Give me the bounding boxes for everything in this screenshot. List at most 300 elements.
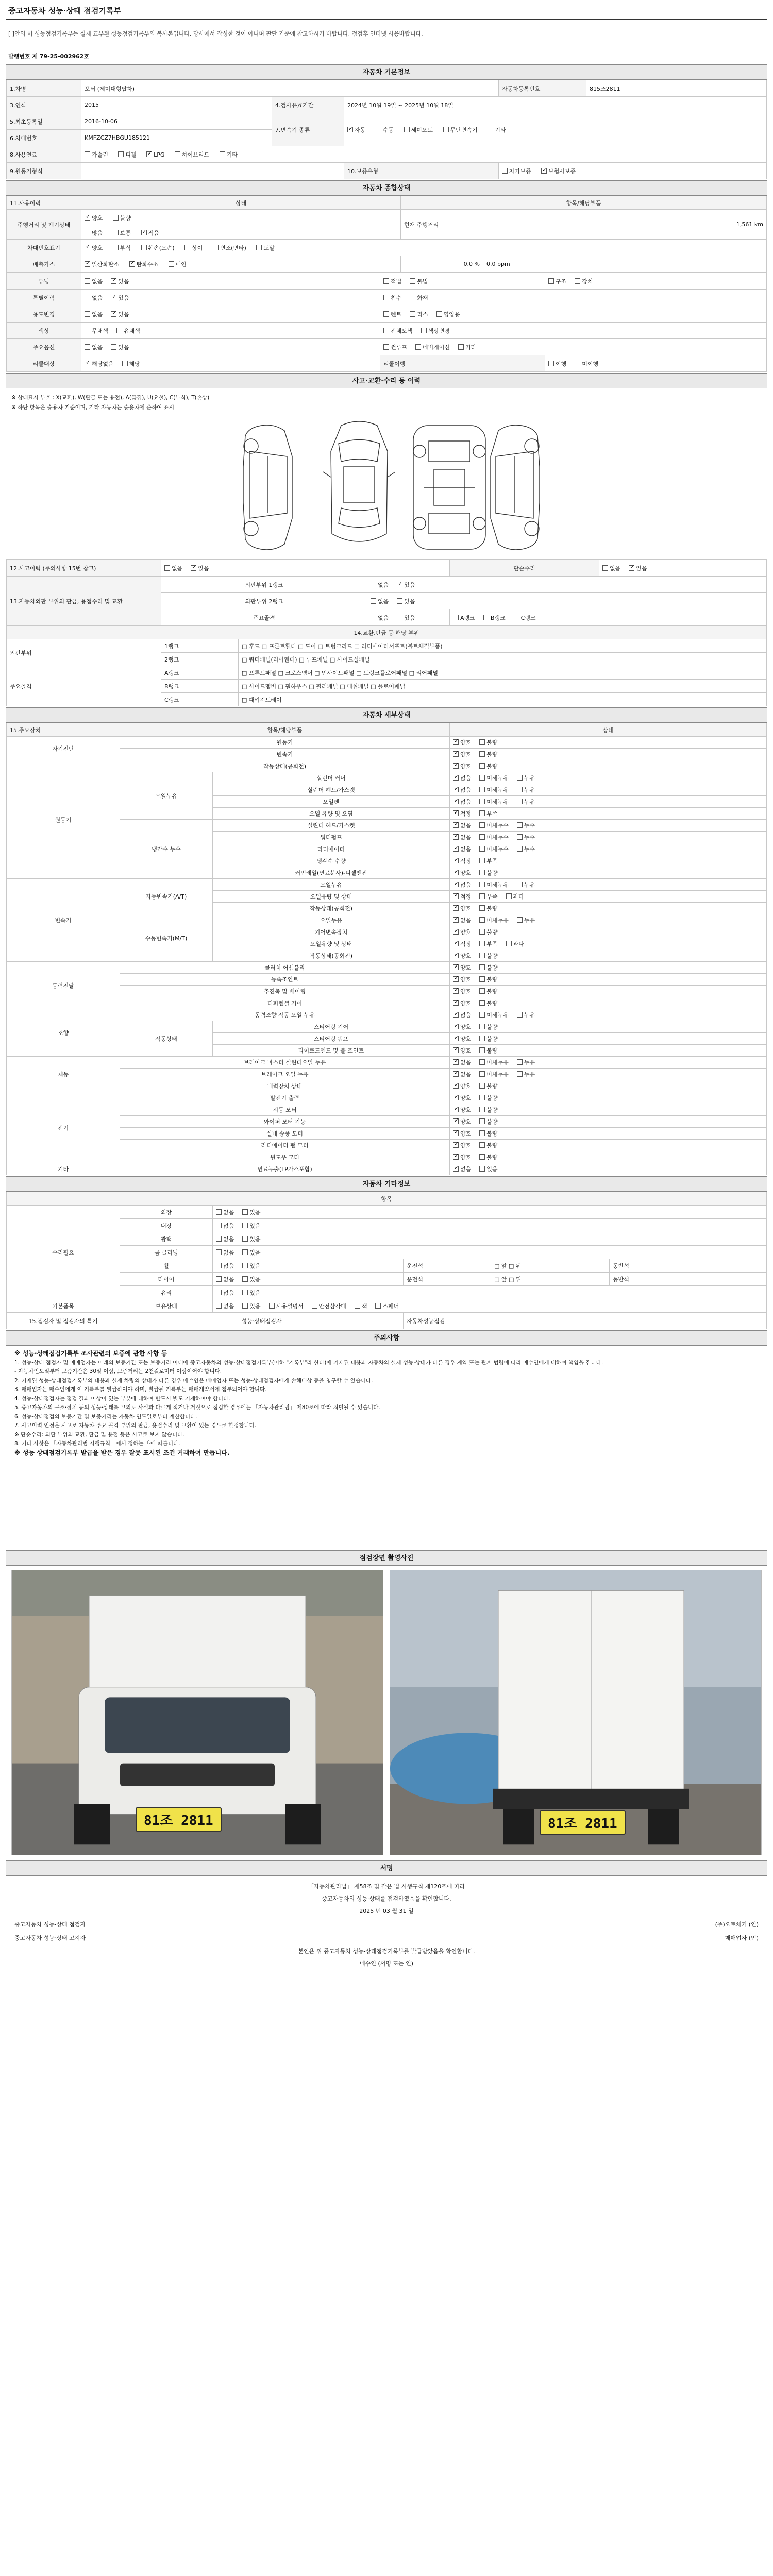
checkbox-illegal: [410, 278, 415, 284]
checkbox: [479, 1000, 485, 1006]
caution-notes: [6, 1346, 767, 1549]
detail-item: 추진축 및 베어링: [120, 986, 450, 997]
checkbox: [479, 1118, 485, 1124]
checkbox-none: [85, 295, 90, 300]
gen-usage-kind: 렌트 리스 영업용: [380, 306, 767, 323]
label-vin: 6.차대번호: [7, 130, 81, 146]
detail-row: [7, 914, 767, 926]
detail-state-option: [453, 738, 471, 747]
checkbox: [479, 751, 485, 757]
checkbox-label: 없음: [460, 917, 472, 924]
detail-state-option: [453, 1165, 471, 1173]
caution-line: 2. 기재된 성능·상태점검기록부의 내용과 실제 차량의 상태가 다른 경우 매수인은 매매업자 또는 성능·상태점검자에게 손해배상 등을 청구할 수 있습니다.: [14, 1377, 373, 1384]
detail-state-option: [479, 869, 497, 877]
other-item-opts: 없음 있음: [213, 1232, 767, 1246]
checkbox-none: [164, 565, 170, 571]
label-reg-no: 자동차등록번호: [499, 80, 586, 97]
acc-parts-row: □ 후드 □ 프론트휀더 □ 도어 □ 트렁크리드 □ 라디에이터서포트(볼트체결부품): [239, 639, 767, 653]
checkbox-label: 없음: [460, 799, 472, 805]
checkbox-manual: [376, 127, 381, 132]
checkbox-none: [216, 1263, 222, 1268]
section-photos: 점검장면 촬영사진: [6, 1550, 767, 1566]
detail-subgroup: 수동변속기(M/T): [120, 914, 213, 962]
checkbox-label: 부족: [486, 941, 498, 947]
checkbox: [453, 882, 459, 887]
caution-heading: ※ 성능·상태점검기록부 조사관련의 보증에 관한 사항 등: [14, 1350, 167, 1357]
detail-state-option: [453, 975, 471, 984]
checkbox-exists: [242, 1276, 248, 1282]
detail-state-option: [517, 798, 535, 806]
detail-state: [450, 1069, 767, 1080]
checkbox: [453, 1130, 459, 1136]
caution-footer: ※ 성능 상태점검기록부 발급을 받은 경우 잘못 표시된 조건 거래하여 만듭니다.: [14, 1449, 230, 1456]
checkbox-exists: [242, 1236, 248, 1242]
detail-group: 자기진단: [7, 737, 120, 760]
detail-state-option: [453, 916, 471, 924]
checkbox-none: [216, 1249, 222, 1255]
gen-mileage-opts-2: 많음 보통 ✓ 적음: [81, 226, 401, 240]
checkbox-exists: [242, 1209, 248, 1215]
checkbox: [453, 941, 459, 946]
other-inspector-label: 성능·상태점검자: [120, 1313, 404, 1329]
checkbox: [479, 1142, 485, 1148]
checkbox-label: 양호: [460, 870, 472, 876]
gen-options-kind: 썬루프 네비게이션 기타: [380, 339, 767, 355]
detail-state-option: [479, 857, 497, 865]
checkbox-none: [216, 1303, 222, 1309]
checkbox-done: [548, 361, 554, 366]
detail-state-option: [479, 833, 509, 841]
notifier-signature: 매매업자 (인): [725, 1935, 759, 1941]
detail-state-option: [479, 774, 509, 782]
checkbox: [453, 893, 459, 899]
checkbox-co: [85, 261, 90, 267]
basic-info-table: [6, 80, 767, 179]
value-reg-no: 815조2811: [586, 80, 767, 97]
checkbox: [453, 1000, 459, 1006]
gen-mileage-opts: ✓양호 불량: [81, 210, 401, 226]
detail-row: [7, 1069, 767, 1080]
checkbox: [479, 1130, 485, 1136]
acc-outer-rank2: 외판부위 2랭크: [161, 593, 367, 609]
inspection-photos: [6, 1566, 767, 1859]
acc-accident-opts: 없음✓ 있음: [161, 560, 450, 577]
detail-state-option: [479, 1153, 497, 1161]
checkbox-label: 미세누유: [486, 799, 509, 805]
checkbox: [453, 858, 459, 863]
value-inspection-period: 2024년 10월 19일 ~ 2025년 10월 18일: [344, 97, 767, 113]
front-license-plate: 81조 2811: [136, 1807, 222, 1832]
checkbox-hc: [129, 261, 135, 267]
checkbox-label: 불량: [486, 1095, 498, 1101]
accident-table: [6, 560, 767, 706]
checkbox: [479, 1107, 485, 1112]
checkbox-trans-other: [488, 127, 493, 132]
checkbox-structure: [548, 278, 554, 284]
detail-item: 커먼레일(연료분사)-디젤엔진: [213, 867, 450, 879]
other-driver-opts: □ 앞 □ 뒤: [491, 1273, 610, 1286]
label-transmission: 7.변속기 종류: [272, 113, 344, 146]
detail-state-option: [479, 904, 497, 912]
detail-state: [450, 1163, 767, 1175]
section-sign: 서명: [6, 1860, 767, 1876]
detail-item: 오일유량 및 상태: [213, 891, 450, 903]
gen-label-mileage: 주행거리 및 계기상태: [7, 210, 81, 240]
detail-state-option: [453, 869, 471, 877]
checkbox-label: 불량: [486, 751, 498, 758]
checkbox-none: [216, 1209, 222, 1215]
detail-row: [7, 749, 767, 760]
detail-state-option: [453, 999, 471, 1007]
detail-group: 전기: [7, 1092, 120, 1163]
checkbox-label: 불량: [486, 1000, 498, 1007]
checkbox: [479, 1095, 485, 1100]
notifier-label: 중고자동차 성능·상태 고지자: [14, 1935, 86, 1941]
checkbox-label: 누유: [524, 1071, 535, 1078]
acc-label-simple: 단순수리: [450, 560, 599, 577]
checkbox-none: [216, 1276, 222, 1282]
detail-item: 원동기: [120, 737, 450, 749]
sign-statement-1: 「자동차관리법」 제58조 및 같은 법 시행규칙 제120조에 따라: [308, 1883, 465, 1890]
other-item: 외장: [120, 1206, 213, 1219]
detail-row: [7, 737, 767, 749]
checkbox-vin-damage: [141, 245, 147, 250]
acc-simple-opts: 없음✓ 있음: [599, 560, 767, 577]
detail-state-option: [479, 1058, 509, 1066]
section-accident-history: 사고·교환·수리 등 이력: [6, 373, 767, 388]
detail-state: [450, 843, 767, 855]
checkbox: [453, 834, 459, 840]
detail-row: [7, 986, 767, 997]
checkbox-label: 과다: [513, 941, 524, 947]
rear-photo: [390, 1570, 762, 1855]
checkbox: [453, 787, 459, 792]
detail-state-option: [453, 880, 471, 889]
checkbox: [453, 739, 459, 745]
checkbox-exists: [629, 565, 634, 571]
checkbox-c-rank: [514, 615, 519, 620]
acc-parts-row-label: C랭크: [161, 693, 239, 706]
gen-vin-mark-opts: ✓ 양호 부식 훼손(오손) 상이 변조(변타) 도말: [81, 240, 767, 256]
detail-group: 변속기: [7, 879, 120, 962]
checkbox-exists: [242, 1303, 248, 1309]
checkbox-none: [602, 565, 608, 571]
gen-emission-hc: 0.0 ppm: [483, 256, 767, 273]
checkbox: [479, 964, 485, 970]
other-item: 광택: [120, 1232, 213, 1246]
checkbox-label: 없음: [460, 846, 472, 853]
detail-state-option: [453, 904, 471, 912]
checkbox: [479, 1047, 485, 1053]
detail-state-option: [453, 952, 471, 960]
detail-item: 워터펌프: [213, 832, 450, 843]
detail-state: [450, 1080, 767, 1092]
checkbox: [453, 1012, 459, 1018]
checkbox: [479, 953, 485, 958]
checkbox-exists: [242, 1223, 248, 1228]
detail-item: 오일누유: [213, 914, 450, 926]
checkbox: [453, 810, 459, 816]
gen-special-opts: 없음✓ 있음: [81, 290, 380, 306]
checkbox-exists: [397, 582, 402, 587]
gen-emission-opts: ✓ 일산화탄소 ✓ 탄화수소 매연: [81, 256, 401, 273]
detail-state-option: [479, 1117, 497, 1126]
detail-row: [7, 1009, 767, 1021]
detail-state: [450, 1092, 767, 1104]
checkbox-label: 양호: [460, 739, 472, 746]
acc-frame-ranks: A랭크 B랭크 C랭크: [450, 609, 767, 626]
label-model-year: 3.연식: [7, 97, 81, 113]
detail-state-option: [517, 1070, 535, 1078]
checkbox-insurance-warranty: [541, 168, 547, 174]
detail-state-option: [453, 833, 471, 841]
car-diagram: [6, 410, 767, 560]
detail-state-option: [453, 809, 471, 818]
checkbox: [479, 1071, 485, 1077]
general-status-table-2: [6, 273, 767, 372]
checkbox-label: 누유: [524, 917, 535, 924]
section-general-status: 자동차 종합상태: [6, 180, 767, 196]
detail-state-option: [453, 750, 471, 758]
certificate-number: 발행번호 제 79-25-002962호: [8, 53, 90, 60]
detail-state: [450, 938, 767, 950]
checkbox-label: 불량: [486, 1154, 498, 1161]
acc-outer-rank1: 외판부위 1랭크: [161, 577, 367, 593]
checkbox-not-applicable: [85, 361, 90, 366]
checkbox: [506, 941, 512, 946]
acc-parts-row: □ 쿼터패널(리어휀더) □ 루프패널 □ 사이드실패널: [239, 653, 767, 666]
notice-text: [ ]안의 이 성능점검기록부는 실제 교부된 성능점검기록부의 복사본입니다. 당사에서 작성한 것이 아니며 판단 기준에 참고하시기 바랍니다. 점검후 인터넷 사용바랍니다.: [8, 30, 423, 37]
detail-state-option: [453, 1058, 471, 1066]
detail-state-option: [479, 809, 497, 818]
detail-state-option: [479, 1035, 497, 1043]
section-basic-info: 자동차 기본정보: [6, 64, 767, 80]
checkbox-vin-rust: [113, 245, 119, 250]
gen-tuning-kind: 구조 장치: [545, 273, 767, 290]
checkbox: [517, 787, 523, 792]
other-opinion-label: 15.점검자 및 점검자의 특기: [7, 1313, 120, 1329]
checkbox: [506, 893, 512, 899]
detail-state-option: [453, 1117, 471, 1126]
detail-state-option: [453, 1129, 471, 1138]
detail-row: [7, 1080, 767, 1092]
detail-row: [7, 1021, 767, 1033]
acc-outer-frame: 주요골격: [161, 609, 367, 626]
detail-item: 기어변속장치: [213, 926, 450, 938]
checkbox-label: 불량: [486, 1118, 498, 1125]
other-item: 휠: [120, 1259, 213, 1273]
detail-state-option: [517, 880, 535, 889]
detail-state-option: [479, 1165, 497, 1173]
checkbox: [479, 1166, 485, 1172]
checkbox-lpg: [146, 151, 152, 157]
checkbox-label: 불량: [486, 964, 498, 971]
checkbox-label: 없음: [460, 834, 472, 841]
detail-row: [7, 962, 767, 974]
other-inspector-value: 자동차성능점검: [404, 1313, 767, 1329]
detail-row: [7, 1163, 767, 1175]
detail-state-option: [453, 845, 471, 853]
checkbox-label: 양호: [460, 763, 472, 770]
detail-state-option: [517, 1058, 535, 1066]
checkbox-none: [85, 278, 90, 284]
checkbox-good: [85, 215, 90, 221]
buyer-line: [14, 1959, 759, 1968]
checkbox-label: 양호: [460, 964, 472, 971]
inspector-signature: (주)오토체커 (인): [715, 1921, 759, 1928]
checkbox-none: [216, 1223, 222, 1228]
detail-state: [450, 749, 767, 760]
checkbox-exists: [397, 615, 402, 620]
checkbox-business: [436, 311, 442, 317]
detail-state-option: [479, 750, 497, 758]
detail-state-option: [479, 1046, 497, 1055]
detail-item: 등속조인트: [120, 974, 450, 986]
gen-options-opts: 없음 있음: [81, 339, 380, 355]
checkbox-label: 없음: [460, 1059, 472, 1066]
checkbox: [453, 1059, 459, 1065]
checkbox-label: 불량: [486, 976, 498, 983]
checkbox: [479, 834, 485, 840]
checkbox-label: 없음: [460, 822, 472, 829]
checkbox: [517, 846, 523, 852]
gen-label-emission: 배출가스: [7, 256, 81, 273]
acc-label-parts: 14.교환,판금 등 해당 부위: [7, 626, 767, 639]
detail-state: [450, 772, 767, 784]
gen-label-recall: 리콜대상: [7, 355, 81, 372]
detail-state-option: [453, 892, 471, 901]
acc-parts-row: □ 패키지트레이: [239, 693, 767, 706]
detail-item: 작동상태(공회전): [213, 950, 450, 962]
detail-state-option: [517, 845, 535, 853]
buyer-signature: (서명 또는 인): [378, 1960, 414, 1967]
sign-statement-2: 중고자동차의 성능·상태를 점검하였음을 확인합니다.: [322, 1895, 451, 1902]
checkbox: [479, 976, 485, 982]
checkbox-label: 미세누수: [486, 822, 509, 829]
detail-state-option: [479, 798, 509, 806]
checkbox: [453, 1083, 459, 1089]
checkbox-sunroof: [383, 344, 389, 350]
checkbox-label: 부족: [486, 810, 498, 817]
checkbox-vin-alter: [213, 245, 219, 250]
gen-label-color: 색상: [7, 323, 81, 339]
caution-line: 8. 기타 사항은 「자동차관리법 시행규칙」에서 정하는 바에 따릅니다.: [14, 1440, 180, 1447]
detail-state-option: [453, 1035, 471, 1043]
checkbox-label: 누유: [524, 882, 535, 888]
checkbox: [479, 799, 485, 804]
detail-row: [7, 1057, 767, 1069]
detail-item: 시동 모터: [120, 1104, 450, 1116]
checkbox-b-rank: [483, 615, 489, 620]
detail-state-option: [517, 786, 535, 794]
section-detail-status: 자동차 세부상태: [6, 707, 767, 723]
detail-header-main: 15.주요장치: [7, 723, 120, 737]
checkbox-label: 부족: [486, 858, 498, 865]
detail-state-option: [479, 1023, 497, 1031]
checkbox-label: 불량: [486, 1142, 498, 1149]
other-item-opts: 없음 있음: [213, 1286, 767, 1299]
acc-parts-row-label: A랭크: [161, 666, 239, 680]
checkbox: [517, 1071, 523, 1077]
detail-item: 타이로드엔드 및 볼 조인트: [213, 1045, 450, 1057]
inspector-label: 중고자동차 성능·상태 점검자: [14, 1921, 86, 1928]
label-fuel: 8.사용연료: [7, 146, 81, 163]
detail-item: 클러치 어셈블리: [120, 962, 450, 974]
checkbox-label: 불량: [486, 905, 498, 912]
detail-row: [7, 1151, 767, 1163]
detail-state: [450, 962, 767, 974]
detail-item: 동력조향 작동 오일 누유: [120, 1009, 450, 1021]
detail-state-option: [453, 1153, 471, 1161]
detail-item: 오일팬: [213, 796, 450, 808]
detail-item: 오일유량 및 상태: [213, 938, 450, 950]
checkbox-exists: [111, 311, 116, 317]
document-title: 중고자동차 성능·상태 점검기록부: [6, 0, 767, 20]
checkbox: [517, 822, 523, 828]
checkbox: [453, 964, 459, 970]
checkbox-vin-diff: [184, 245, 190, 250]
checkbox-exists: [397, 598, 402, 604]
detail-item: 작동상태(공회전): [213, 903, 450, 914]
gen-tuning-legal: 적법 불법: [380, 273, 545, 290]
checkbox-label: 미세누유: [486, 1059, 509, 1066]
checkbox-chromatic: [116, 328, 122, 333]
caution-line: 1. 성능·상태 점검자 및 매매업자는 아래의 보증기간 또는 보증거리 이내에 중고자동차의 성능·상태점검기록부(이하 "기록부"라 한다)에 기재된 내용과 자동차의 실제 성능·상태가 다른 경우 계약 또는 관계 법령에 따라 매수인에게 대하여 책임을 집니다.: [14, 1359, 603, 1366]
detail-state-option: [479, 786, 509, 794]
detail-state: [450, 986, 767, 997]
detail-state: [450, 997, 767, 1009]
detail-state-option: [479, 999, 497, 1007]
acc-parts-row-label: 2랭크: [161, 653, 239, 666]
checkbox-label: 미세누수: [486, 834, 509, 841]
checkbox: [479, 858, 485, 863]
checkbox-label: 없음: [460, 775, 472, 782]
other-header: 항목: [7, 1192, 767, 1206]
detail-item: 냉각수 수량: [213, 855, 450, 867]
checkbox: [453, 917, 459, 923]
detail-state-option: [517, 1011, 535, 1019]
checkbox-label: 부족: [486, 893, 498, 900]
detail-item: 변속기: [120, 749, 450, 760]
gen-recall-opts: ✓ 해당없음 해당: [81, 355, 380, 372]
car-diagram-svg: [6, 410, 767, 560]
checkbox-label: 불량: [486, 1130, 498, 1137]
car-side-left: [243, 425, 292, 550]
detail-group: 제동: [7, 1057, 120, 1092]
other-item-opts: 없음 있음: [213, 1259, 404, 1273]
car-top-view: [323, 421, 395, 541]
detail-status-table: [6, 723, 767, 1175]
gen-recall-done-label: 리콜이행: [380, 355, 545, 372]
checkbox-other: [458, 344, 464, 350]
checkbox-label: 양호: [460, 1000, 472, 1007]
checkbox-a-rank: [453, 615, 459, 620]
detail-item: 라디에이터: [213, 843, 450, 855]
checkbox-label: 미세누유: [486, 787, 509, 793]
checkbox: [479, 988, 485, 994]
checkbox: [479, 1059, 485, 1065]
gen-header-history: 11.사용이력: [7, 196, 81, 210]
checkbox-diesel: [118, 151, 124, 157]
detail-state: [450, 796, 767, 808]
detail-state-option: [517, 916, 535, 924]
checkbox-auto: [347, 127, 353, 132]
checkbox: [453, 775, 459, 781]
checkbox-fuel-other: [220, 151, 225, 157]
gen-label-special: 특별이력: [7, 290, 81, 306]
detail-state: [450, 1057, 767, 1069]
checkbox: [479, 905, 485, 911]
